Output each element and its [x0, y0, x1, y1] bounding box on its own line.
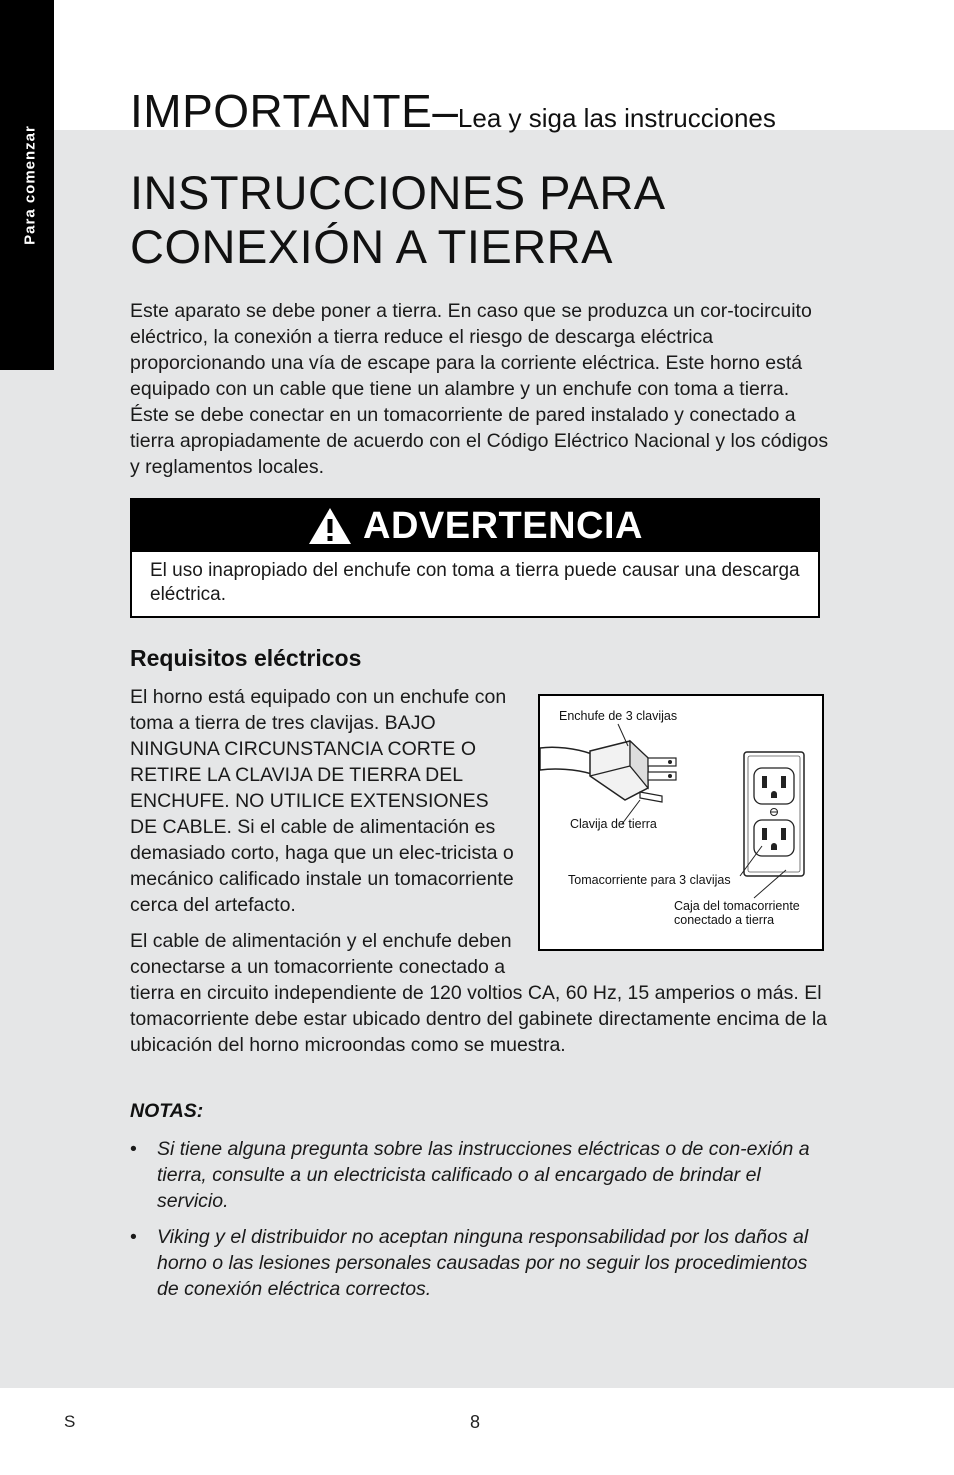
header-subtitle: Lea y siga las instrucciones: [457, 103, 776, 133]
warning-title: ADVERTENCIA: [363, 504, 643, 547]
page-title-line-1: INSTRUCCIONES PARA: [130, 166, 666, 219]
warning-box: [130, 498, 820, 618]
header-important: IMPORTANTE: [130, 85, 433, 137]
page-number: 8: [470, 1412, 481, 1432]
page-header: [130, 84, 776, 138]
warning-text: El uso inapropiado del enchufe con toma a tierra puede causar una descarga eléctrica.: [150, 560, 800, 605]
requirements-heading: Requisitos eléctricos: [130, 645, 362, 671]
side-tab-label: Para comenzar: [21, 125, 39, 245]
grounding-figure: [538, 694, 824, 951]
bullet-marker: •: [130, 1226, 137, 1248]
footer-language-code: S: [64, 1412, 76, 1431]
figure-label-box-line-2: conectado a tierra: [674, 913, 775, 927]
figure-label-box: [674, 899, 800, 927]
figure-label-ground-pin: Clavija de tierra: [570, 817, 657, 831]
notes-heading: NOTAS:: [130, 1100, 204, 1122]
header-dash: –: [432, 85, 458, 137]
notes-list: [130, 1136, 830, 1312]
note-text: Si tiene alguna pregunta sobre las instrucciones eléctricas o de con-exión a tierra, consulte a un electricista calificado o al encargado de brindar el servicio.: [157, 1138, 810, 1212]
figure-label-plug: Enchufe de 3 clavijas: [559, 709, 678, 723]
bullet-marker: •: [130, 1138, 137, 1160]
section-side-tab: [0, 0, 54, 370]
requirements-block: [130, 684, 830, 1068]
figure-label-outlet: Tomacorriente para 3 clavijas: [568, 873, 731, 887]
list-item: [130, 1224, 830, 1302]
intro-paragraph: Este aparato se debe poner a tierra. En caso que se produzca un cor-tocircuito eléctrico, la conexión a tierra reduce el riesgo de descarga eléctrica proporcionando una vía de escape para la corriente eléctrica. Este horno está equipado con un cable que tiene un alambre y un enchufe con toma a tierra. Éste se debe conectar en un tomacorriente de pared instalado y conectado a tierra apropiadamente de acuerdo con el Código Eléctrico Nacional y los códigos y reglamentos locales.: [130, 300, 829, 478]
list-item: [130, 1136, 830, 1214]
figure-label-box-line-1: Caja del tomacorriente: [674, 899, 800, 913]
page-title: [130, 166, 830, 274]
page-title-line-2: CONEXIÓN A TIERRA: [130, 220, 613, 273]
note-text: Viking y el distribuidor no aceptan ninguna responsabilidad por los daños al horno o las lesiones personales causadas por no seguir los procedimientos de conexión eléctrica correctos.: [157, 1226, 809, 1300]
warning-header: [132, 500, 818, 552]
warning-triangle-icon: [307, 506, 353, 546]
requirements-paragraph-1: El horno está equipado con un enchufe con toma a tierra de tres clavijas. BAJO NINGUNA CIRCUNSTANCIA CORTE O RETIRE LA CLAVIJA DE TIERRA DEL ENCHUFE. NO UTILICE EXTENSIONES DE CABLE. Si el cable de alimentación es demasiado corto, haga que un elec-tricista o mecánico calificado instale un tomacorriente cerca del artefacto.: [130, 686, 514, 916]
requirements-paragraph-2: El cable de alimentación y el enchufe deben conectarse a un tomacorriente conectado a tierra en circuito independiente de 120 voltios CA, 60 Hz, 15 amperios o más. El tomacorriente debe estar ubicado dentro del gabinete directamente encima de la ubicación del horno microondas como se muestra.: [130, 930, 828, 1056]
